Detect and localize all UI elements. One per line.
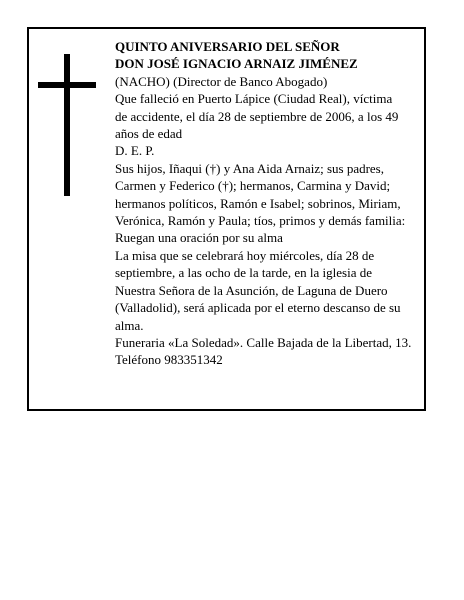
- family-line-3: hermanos políticos, Ramón e Isabel; sobrinos, Miriam,: [115, 195, 401, 211]
- family-line-4: Verónica, Ramón y Paula; tíos, primos y demás familia:: [115, 213, 406, 229]
- family-line-5: Ruegan una oración por su alma: [115, 230, 283, 246]
- intro-line-2: Que falleció en Puerto Lápice (Ciudad Real), víctima: [115, 91, 393, 107]
- mass-line-5: alma.: [115, 317, 144, 333]
- family-line-2: Carmen y Federico (†); hermanos, Carmina y David;: [115, 178, 391, 194]
- funeral-home-line-1: Funeraria «La Soledad». Calle Bajada de la Libertad, 13.: [115, 334, 412, 350]
- mass-line-1: La misa que se celebrará hoy miércoles, día 28 de: [115, 247, 375, 263]
- mass-line-2: septiembre, a las ocho de la tarde, en la iglesia de: [115, 265, 373, 281]
- intro-line-3: de accidente, el día 28 de septiembre de 2006, a los 49: [115, 108, 399, 124]
- obituary-text: [115, 38, 427, 369]
- intro-line-1: (NACHO) (Director de Banco Abogado): [115, 73, 328, 89]
- funeral-home-line-2: Teléfono 983351342: [115, 352, 223, 368]
- mass-line-3: Nuestra Señora de la Asunción, de Laguna de Duero: [115, 282, 388, 298]
- mass-line-4: (Valladolid), será aplicada por el eterno descanso de su: [115, 300, 401, 316]
- family-line-1: Sus hijos, Iñaqui (†) y Ana Aida Arnaiz; sus padres,: [115, 160, 384, 176]
- heading-line-2: DON JOSÉ IGNACIO ARNAIZ JIMÉNEZ: [115, 56, 358, 72]
- heading-line-1: QUINTO ANIVERSARIO DEL SEÑOR: [115, 39, 340, 54]
- dep-line: D. E. P.: [115, 143, 155, 159]
- cross-icon-bar: [38, 82, 96, 88]
- cross-icon: [64, 54, 70, 196]
- intro-line-4: años de edad: [115, 126, 183, 142]
